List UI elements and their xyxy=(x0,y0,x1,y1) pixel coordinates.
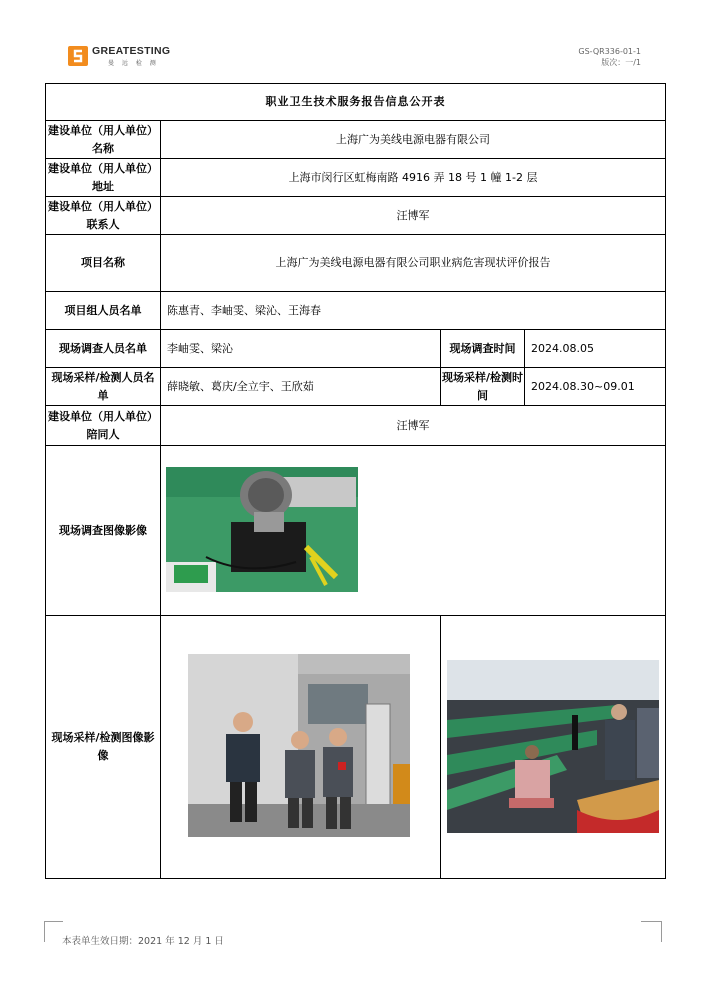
report-title: 职业卫生技术服务报告信息公开表 xyxy=(46,84,666,121)
survey-images-label: 现场调查图像影像 xyxy=(46,446,161,616)
employer-address-label: 建设单位（用人单位）地址 xyxy=(46,159,161,197)
employer-name-label: 建设单位（用人单位）名称 xyxy=(46,121,161,159)
sampling-images-cell-left xyxy=(161,616,441,879)
sampling-staff-label: 现场采样/检测人员名单 xyxy=(46,368,161,406)
sampling-photo-staff xyxy=(188,654,410,837)
logo-mark-icon xyxy=(68,46,88,66)
form-effective-date: 本表单生效日期：2021 年 12 月 1 日 xyxy=(62,936,224,947)
sampling-time-value: 2024.08.30~09.01 xyxy=(525,368,666,406)
sampling-images-cell-right xyxy=(441,616,666,879)
disclosure-table xyxy=(45,83,666,879)
document-code-block xyxy=(578,46,641,68)
project-team-label: 项目组人员名单 xyxy=(46,292,161,330)
document-code: GS-QR336-01-1 xyxy=(578,47,641,56)
sampling-images-label: 现场采样/检测图像影像 xyxy=(46,616,161,879)
survey-photo xyxy=(166,467,358,592)
survey-images-cell xyxy=(161,446,666,616)
employer-address-value: 上海市闵行区虹梅南路 4916 弄 18 号 1 幢 1-2 层 xyxy=(161,159,666,197)
brand-name: GREATESTING xyxy=(92,45,171,57)
sampling-photo-workshop xyxy=(447,660,659,833)
escort-label: 建设单位（用人单位）陪同人 xyxy=(46,406,161,446)
employer-contact-label: 建设单位（用人单位）联系人 xyxy=(46,197,161,235)
escort-value: 汪博军 xyxy=(161,406,666,446)
footer-corner-mark-right xyxy=(641,921,662,942)
survey-time-label: 现场调查时间 xyxy=(441,330,525,368)
project-name-label: 项目名称 xyxy=(46,235,161,292)
sampling-time-label: 现场采样/检测时间 xyxy=(441,368,525,406)
survey-staff-value: 李岫雯、梁沁 xyxy=(161,330,441,368)
employer-contact-value: 汪博军 xyxy=(161,197,666,235)
document-version: 版次：一/1 xyxy=(601,58,641,67)
survey-staff-label: 现场调查人员名单 xyxy=(46,330,161,368)
company-logo xyxy=(68,44,188,70)
employer-name-value: 上海广为美线电源电器有限公司 xyxy=(161,121,666,159)
footer-corner-mark-left xyxy=(44,921,63,942)
project-name-value: 上海广为美线电源电器有限公司职业病危害现状评价报告 xyxy=(161,235,666,292)
survey-time-value: 2024.08.05 xyxy=(525,330,666,368)
sampling-staff-value: 薛晓敏、葛庆/全立宇、王欣茹 xyxy=(161,368,441,406)
brand-subtitle: 曼 远 检 测 xyxy=(108,60,159,67)
project-team-value: 陈惠青、李岫雯、梁沁、王海春 xyxy=(161,292,666,330)
